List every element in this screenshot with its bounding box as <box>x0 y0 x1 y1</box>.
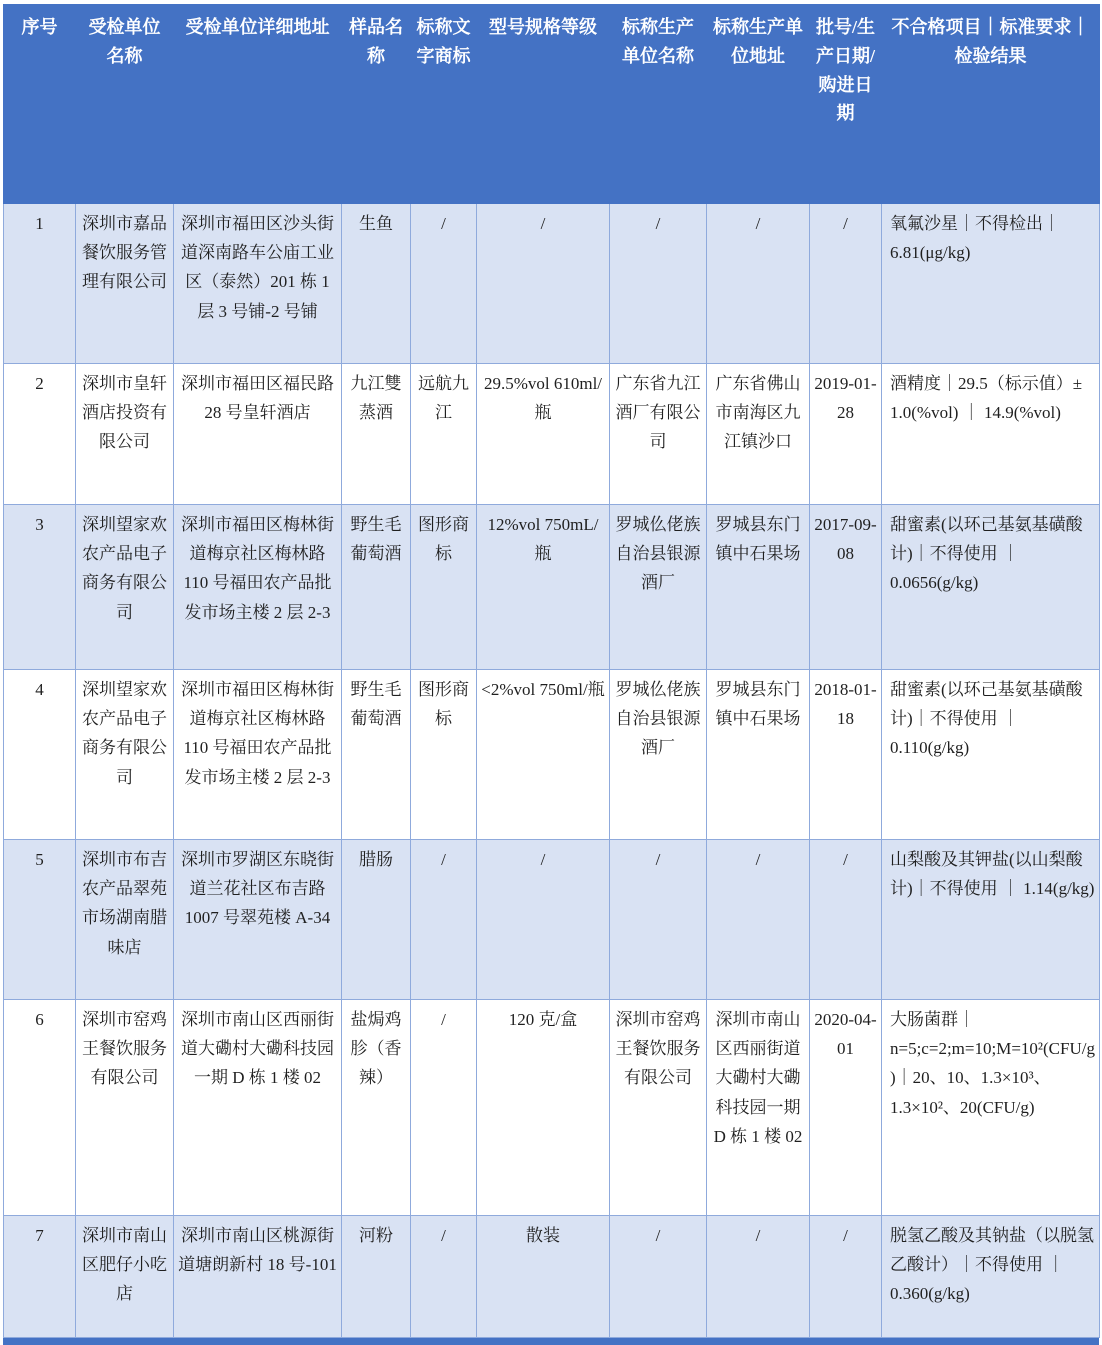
cell-unit: 深圳望家欢农产品电子商务有限公司 <box>76 670 174 840</box>
cell-result: 酒精度｜29.5（标示值）± 1.0(%vol) ｜ 14.9(%vol) <box>882 364 1100 505</box>
cell-seq: 3 <box>4 505 76 670</box>
table-row <box>4 364 1100 505</box>
cell-spec: <2%vol 750ml/瓶 <box>477 670 610 840</box>
cell-seq: 2 <box>4 364 76 505</box>
cell-producer: / <box>610 1216 707 1338</box>
table-row <box>4 670 1100 840</box>
cell-batch: / <box>810 1216 882 1338</box>
cell-producer_addr: / <box>707 840 810 1000</box>
cell-producer: / <box>610 840 707 1000</box>
column-header-unit: 受检单位名称 <box>76 5 174 204</box>
cell-unit_addr: 深圳市福田区沙头街道深南路车公庙工业区（泰然）201 栋 1 层 3 号铺-2 号铺 <box>174 204 342 364</box>
cell-producer_addr: / <box>707 204 810 364</box>
table-body <box>4 204 1100 1338</box>
table-row <box>4 1216 1100 1338</box>
column-header-sample: 样品名称 <box>342 5 411 204</box>
cell-sample: 腊肠 <box>342 840 411 1000</box>
column-header-trademark: 标称文字商标 <box>411 5 477 204</box>
header-row <box>4 5 1100 204</box>
next-page-header-strip <box>3 1338 1099 1345</box>
cell-trademark: / <box>411 840 477 1000</box>
cell-seq: 1 <box>4 204 76 364</box>
table-row <box>4 1000 1100 1216</box>
cell-sample: 河粉 <box>342 1216 411 1338</box>
cell-batch: / <box>810 204 882 364</box>
cell-batch: 2018-01-18 <box>810 670 882 840</box>
column-header-spec: 型号规格等级 <box>477 5 610 204</box>
cell-producer_addr: 广东省佛山市南海区九江镇沙口 <box>707 364 810 505</box>
cell-spec: / <box>477 840 610 1000</box>
cell-unit: 深圳市南山区肥仔小吃店 <box>76 1216 174 1338</box>
cell-unit: 深圳市嘉品餐饮服务管理有限公司 <box>76 204 174 364</box>
cell-result: 大肠菌群｜ n=5;c=2;m=10;M=10²(CFU/g)｜20、10、1.3×10³、1.3×10²、20(CFU/g) <box>882 1000 1100 1216</box>
column-header-result: 不合格项目｜标准要求｜检验结果 <box>882 5 1100 204</box>
cell-result: 氧氟沙星｜不得检出｜ 6.81(μg/kg) <box>882 204 1100 364</box>
cell-result: 甜蜜素(以环己基氨基磺酸计)｜不得使用 ｜ 0.0656(g/kg) <box>882 505 1100 670</box>
cell-unit_addr: 深圳市福田区福民路 28 号皇轩酒店 <box>174 364 342 505</box>
cell-seq: 7 <box>4 1216 76 1338</box>
cell-unit_addr: 深圳市罗湖区东晓街道兰花社区布吉路 1007 号翠苑楼 A-34 <box>174 840 342 1000</box>
cell-spec: / <box>477 204 610 364</box>
cell-trademark: / <box>411 1000 477 1216</box>
cell-producer: / <box>610 204 707 364</box>
table-row <box>4 840 1100 1000</box>
cell-trademark: 图形商标 <box>411 505 477 670</box>
cell-producer_addr: 罗城县东门镇中石果场 <box>707 670 810 840</box>
table-row <box>4 505 1100 670</box>
column-header-batch: 批号/生产日期/购进日期 <box>810 5 882 204</box>
cell-seq: 5 <box>4 840 76 1000</box>
cell-sample: 生鱼 <box>342 204 411 364</box>
table-row <box>4 204 1100 364</box>
cell-producer_addr: / <box>707 1216 810 1338</box>
cell-result: 脱氢乙酸及其钠盐（以脱氢乙酸计）｜不得使用 ｜ 0.360(g/kg) <box>882 1216 1100 1338</box>
table-header <box>4 5 1100 204</box>
cell-batch: / <box>810 840 882 1000</box>
column-header-producer_addr: 标称生产单位地址 <box>707 5 810 204</box>
cell-result: 甜蜜素(以环己基氨基磺酸计)｜不得使用 ｜ 0.110(g/kg) <box>882 670 1100 840</box>
cell-producer_addr: 深圳市南山区西丽街道大磡村大磡科技园一期 D 栋 1 楼 02 <box>707 1000 810 1216</box>
cell-spec: 29.5%vol 610ml/瓶 <box>477 364 610 505</box>
cell-batch: 2019-01-28 <box>810 364 882 505</box>
inspection-table <box>3 4 1100 1338</box>
cell-sample: 盐焗鸡胗（香辣） <box>342 1000 411 1216</box>
cell-result: 山梨酸及其钾盐(以山梨酸计)｜不得使用 ｜ 1.14(g/kg) <box>882 840 1100 1000</box>
cell-sample: 九江雙蒸酒 <box>342 364 411 505</box>
column-header-seq: 序号 <box>4 5 76 204</box>
cell-seq: 4 <box>4 670 76 840</box>
cell-producer: 广东省九江酒厂有限公司 <box>610 364 707 505</box>
cell-trademark: 图形商标 <box>411 670 477 840</box>
cell-trademark: / <box>411 204 477 364</box>
cell-producer: 罗城仫佬族自治县银源酒厂 <box>610 670 707 840</box>
cell-spec: 散装 <box>477 1216 610 1338</box>
cell-unit_addr: 深圳市南山区西丽街道大磡村大磡科技园一期 D 栋 1 楼 02 <box>174 1000 342 1216</box>
cell-trademark: 远航九江 <box>411 364 477 505</box>
cell-seq: 6 <box>4 1000 76 1216</box>
cell-sample: 野生毛葡萄酒 <box>342 670 411 840</box>
cell-unit_addr: 深圳市福田区梅林街道梅京社区梅林路 110 号福田农产品批发市场主楼 2 层 2-3 <box>174 505 342 670</box>
cell-sample: 野生毛葡萄酒 <box>342 505 411 670</box>
cell-producer: 深圳市窑鸡王餐饮服务有限公司 <box>610 1000 707 1216</box>
cell-unit: 深圳市布吉农产品翠苑市场湖南腊味店 <box>76 840 174 1000</box>
cell-producer_addr: 罗城县东门镇中石果场 <box>707 505 810 670</box>
cell-unit_addr: 深圳市福田区梅林街道梅京社区梅林路 110 号福田农产品批发市场主楼 2 层 2-3 <box>174 670 342 840</box>
cell-unit_addr: 深圳市南山区桃源街道塘朗新村 18 号-101 <box>174 1216 342 1338</box>
column-header-producer: 标称生产单位名称 <box>610 5 707 204</box>
cell-unit: 深圳望家欢农产品电子商务有限公司 <box>76 505 174 670</box>
cell-trademark: / <box>411 1216 477 1338</box>
cell-spec: 120 克/盒 <box>477 1000 610 1216</box>
cell-batch: 2017-09-08 <box>810 505 882 670</box>
cell-spec: 12%vol 750mL/瓶 <box>477 505 610 670</box>
cell-unit: 深圳市窑鸡王餐饮服务有限公司 <box>76 1000 174 1216</box>
cell-producer: 罗城仫佬族自治县银源酒厂 <box>610 505 707 670</box>
cell-unit: 深圳市皇轩酒店投资有限公司 <box>76 364 174 505</box>
column-header-unit_addr: 受检单位详细地址 <box>174 5 342 204</box>
cell-batch: 2020-04-01 <box>810 1000 882 1216</box>
